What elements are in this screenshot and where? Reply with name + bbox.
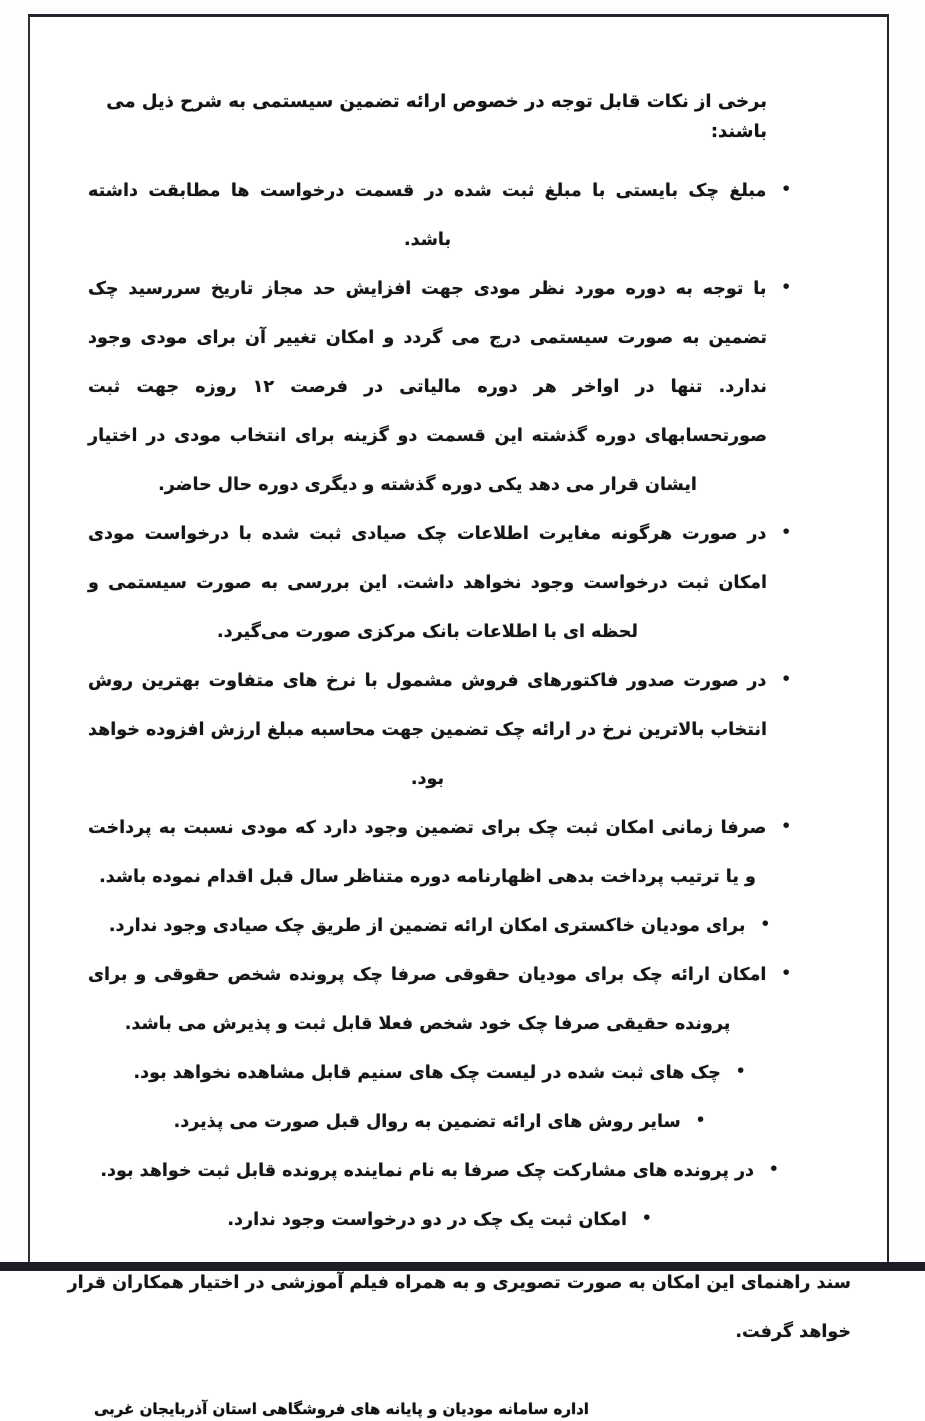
list-item-text: مبلغ چک بایستی با مبلغ ثبت شده در قسمت درخواست ها مطابقت داشته باشد. xyxy=(88,181,767,250)
bullet-icon: • xyxy=(695,1111,706,1129)
list-item xyxy=(88,1147,779,1196)
list-item xyxy=(88,804,791,902)
list-item-text: سایر روش های ارائه تضمین به روال قبل صورت می پذیرد. xyxy=(173,1112,681,1132)
bullet-icon: • xyxy=(781,180,791,198)
list-item-text: امکان ارائه چک برای مودیان حقوقی صرفا چک پرونده شخص حقوقی و برای پرونده حقیقی صرفا چک خود شخص فعلا قابل ثبت و پذیرش می باشد. xyxy=(88,965,767,1034)
department-signature: اداره سامانه مودیان و پایانه های فروشگاهی استان آذربایجان غربی xyxy=(94,1400,589,1418)
bullet-list xyxy=(66,167,851,1245)
bullet-icon: • xyxy=(642,1209,652,1227)
bullet-icon: • xyxy=(760,915,771,933)
bullet-icon: • xyxy=(781,670,791,688)
list-item xyxy=(88,265,791,510)
footer-note: سند راهنمای این امکان به صورت تصویری و به همراه فیلم آموزشی در اختیار همکاران قرار خواهد گرفت. xyxy=(67,1273,851,1342)
list-item xyxy=(88,951,791,1049)
bullet-icon: • xyxy=(735,1062,746,1080)
list-item xyxy=(88,1098,767,1147)
list-item-text: برای مودیان خاکستری امکان ارائه تضمین از طریق چک صیادی وجود ندارد. xyxy=(108,916,746,936)
list-item xyxy=(88,657,791,804)
page-frame xyxy=(28,14,889,1418)
list-item xyxy=(88,902,771,951)
bullet-icon: • xyxy=(769,1160,779,1178)
list-item-text: در صورت هرگونه مغایرت اطلاعات چک صیادی ثبت شده با درخواست مودی امکان ثبت درخواست وجود نخواهد داشت. این بررسی به صورت سیستمی و لحظه ای با اطلاعات بانک مرکزی صورت می‌گیرد. xyxy=(88,524,767,642)
list-item-text: چک های ثبت شده در لیست چک های سنیم قابل مشاهده نخواهد بود. xyxy=(133,1063,721,1083)
list-item xyxy=(88,510,791,657)
list-item xyxy=(88,167,791,265)
list-item xyxy=(88,1196,767,1245)
list-item-text: با توجه به دوره مورد نظر مودی جهت افزایش حد مجاز تاریخ سررسید چک تضمین به صورت سیستمی درج می گردد و امکان تغییر آن برای مودی وجود ندارد. تنها در اواخر هر دوره مالیاتی در فرصت ۱۲ روزه جهت ثبت صورتحسابهای دوره گذشته این قسمت دو گزینه برای انتخاب مودی در اختیار ایشان قرار می دهد یکی دوره گذشته و دیگری دوره حال حاضر. xyxy=(88,279,767,495)
list-item-text: صرفا زمانی امکان ثبت چک برای تضمین وجود دارد که مودی نسبت به پرداخت و یا ترتیب پرداخت بدهی اظهارنامه دوره متناظر سال قبل اقدام نموده باشد. xyxy=(88,818,767,887)
page-bottom-edge xyxy=(0,1262,925,1271)
bullet-icon: • xyxy=(781,964,791,982)
bullet-icon: • xyxy=(781,817,791,835)
bullet-icon: • xyxy=(781,278,791,296)
list-item-text: در صورت صدور فاکتورهای فروش مشمول با نرخ های متفاوت بهترین روش انتخاب بالاترین نرخ در ارائه چک تضمین جهت محاسبه مبلغ ارزش افزوده خواهد بود. xyxy=(88,671,767,789)
document-title: برخی از نکات قابل توجه در خصوص ارائه تضمین سیستمی به شرح ذیل می باشند: xyxy=(106,91,767,142)
bullet-icon: • xyxy=(781,523,791,541)
list-item-text: امکان ثبت یک چک در دو درخواست وجود ندارد. xyxy=(227,1210,628,1230)
list-item-text: در پرونده های مشارکت چک صرفا به نام نماینده پرونده قابل ثبت خواهد بود. xyxy=(100,1161,755,1181)
list-item xyxy=(88,1049,767,1098)
